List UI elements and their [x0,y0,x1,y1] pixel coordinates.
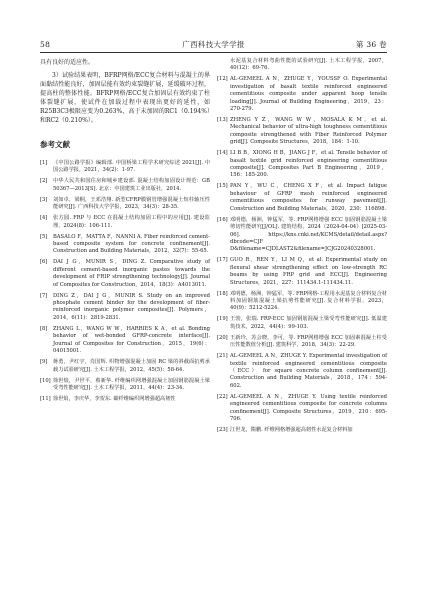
reference-number: [12] [217,76,228,83]
reference-item [217,257,387,287]
reference-text: DAI J G，MUNIR S，DING Z. Comparative study of different cement-based inorganic pastes towards the development of FRIP strengthening technology[J]. Journal of Composites for Construction，2014，18(3)：A4013011. [53,259,210,288]
reference-text: 王勃，张瑞. FRP-ECC 加固钢筋混凝土梁受弯性能研究[J]. 低温建筑技术，2022，44(4)：99-103. [230,316,387,330]
reference-list-left [40,160,210,403]
header-rule [40,52,387,53]
reference-number: [1] [40,160,48,166]
reference-number: [23] [217,427,228,433]
reference-item [217,394,387,424]
reference-text: GUO R，REN Y，LI M Q，et al. Experimental study on flexural shear strengthening effect on low-strength RC beams by using FRP grid and ECC[J]. Engineering Structures，2021，227：111434.1-111434.11. [230,257,387,286]
references-heading: 参考文献 [40,140,70,149]
reference-number: [4] [40,215,48,222]
reference-item [40,359,210,374]
reference-number: [11] [40,395,51,402]
reference-text: BASALO F，MATTA F，NANNI A. Fiber reinforced cement-based composite system for concrete confinement[J]. Construction and Building Materials，2012，32(7)：55-65. [53,233,210,255]
page-header [40,37,387,51]
reference-item [217,58,387,73]
reference-number [217,58,230,73]
reference-number: [13] [217,117,228,124]
reference-number: [7] [40,292,48,299]
reference-text: ZHANG L，WANG W W，HARRIES K A，et al. Bonding behavior of wet-bonded GFRP-concrete interface[J]. Journal of Composites for Construction，2015，19(6)：04015001. [53,325,210,355]
reference-number: [22] [217,393,228,400]
reference-list-right [217,58,387,434]
reference-item [217,427,387,434]
reference-item [217,316,387,331]
reference-number: [3] [40,196,48,203]
reference-text: AL-GEMEEL A N，ZHUGE Y，YOUSSF O. Experimental investigation of basalt textile reinforced engineered cementitious composite under apparent hoop tensile loading[J]. Journal of Building Engineering，2019，23：270-279. [230,76,387,113]
reference-number: [2] [40,178,48,185]
reference-item [40,326,210,356]
reference-item [40,197,210,212]
reference-item [217,335,387,350]
reference-text: 张方圆. FRP 与 ECC 在混凝土结构加固工程中的应用[J]. 建设监理，2024(8)：106-111. [53,215,210,229]
body-paragraph: 具有良好的适应性。 [40,59,95,66]
reference-number: [9] [40,359,48,366]
reference-text: 《中国公路学报》编辑部. 中国桥梁工程学术研究综述 2021[J]. 中国公路学报，2021，34(2)：1-97. [53,160,210,174]
reference-number: [8] [40,325,48,332]
reference-text: 王新玲，苏会晓，李可，等. FRP网格增强 ECC 加固素混凝土柱受压性能数值分析[J]. 建筑科学，2018，34(3)：22-29. [230,334,387,349]
reference-text: AL-GEMEEL A N，ZHUGE Y. Experimental investigation of textile reinforced engineered cementitious composite （ECC） for square concrete column confinement[J]. Construction and Building Materials，2018，174：594-602. [230,353,387,389]
reference-number: [16] [217,216,228,223]
left-column [40,58,210,407]
reference-item [40,259,210,289]
reference-item [40,160,210,175]
reference-text: DING Z，DAI J G，MUNIR S. Study on an improved phosphate cement binder for the development of fiber-reinforced inorganic polymer composites[J]. Polymers，2014，6(11)：2819-2831. [53,292,210,321]
reference-item [40,234,210,256]
reference-item [40,378,210,393]
reference-number: [21] [217,353,228,360]
reference-text: 蒋勇，尹红宇，肖国辉. 织物增强混凝土加固 RC 梁的斜截面抗剪承载力试验研究[J]. 土木工程学报，2012，45(5)：58-64. [53,359,210,373]
reference-number: [10] [40,377,51,384]
body-paragraph: 3）试验结果表明，BFRP网格/ECC复合材料与混凝土的界面黏结性能良好，加固层能有效约束裂缝扩展，延缓破坏过程，提高柱的整体性能。BFRP网格/ECC复合加固层有效约束了柱体裂缝扩展，使试件在加载过程中表现出更好的延性，如R25B3C3极限应变为0.263%，高于未加固的RC1（0.194%）和RC2（0.210%）。 [40,72,210,124]
reference-item [217,183,387,213]
reference-number: [20] [217,334,228,341]
reference-text: 刘如卓，梁桐，王邓浩翔. 新型CFRP膜钢管增强混凝土短柱轴压性能研究[J]. 广西科技大学学报，2023，34(3)：28-35. [53,196,210,211]
reference-item [40,178,210,193]
reference-text: 水泥基复合材料弯曲性能的试验研究[J]. 土木工程学报，2007，40(12)：69-76. [230,58,387,72]
reference-number: [19] [217,316,228,323]
reference-number: [15] [217,183,228,190]
reference-text: 邓明德，杨洲，钟猛军，等. FRP网格-工程用水泥基复合材料复合材料加固钢筋混凝土梁抗剪性能研究[J]. 复合材料学报，2023，40(9)：5212-5224. [230,290,387,312]
reference-text: LI B B，XIONG H B，JIANG J F，et al. Tensile behavior of basalt textile grid reinforced engineering cementitious composite[J]. Composites Part B Engineering，2019，156：185-200. [230,150,387,179]
reference-item [217,217,387,254]
reference-text: 中华人民共和国住房和城乡建设部. 混凝土结构加固设计规范：GB 50367—2013[S]. 北京：中国建筑工业出版社，2014. [53,178,210,192]
reference-item [217,76,387,113]
volume-label: 第 36 卷 [355,39,387,49]
reference-item [217,117,387,147]
reference-number: [14] [217,150,228,157]
reference-item [40,215,210,230]
reference-text: 徐世烺，尹世平，蔡新华. 纤维编织网增强混凝土加固钢筋混凝土梁受弯性能研究[J]. 土木工程学报，2011，44(4)：23-34. [53,377,210,391]
reference-number: [18] [217,290,228,297]
reference-text: 邓明德，杨洲，钟猛军，等. FRP网格增强 ECC 加固钢筋混凝土梁剪切性能研究[J/OL]. 建筑结构，2024（2024-04-04）[2025-03-06]. https://kns.cnki.net/KCMS/detail/detail.aspx?dbcode=CJF D&filename=CJDLAST2&filename=JCJG20240328001. [230,216,387,253]
reference-item [40,293,210,323]
reference-item [40,396,210,403]
right-column [217,58,387,438]
reference-number: [6] [40,259,48,266]
reference-text: ZHENG Y Z，WANG W W，MOSALA K M，et al. Mechanical behavior of ultra-high toughness cementitious composite strengthened with Fiber Reinforced Polymer grid[J]. Composite Structures，2018，184：1-10. [230,117,387,146]
reference-text: PAN Y，WU C，CHENG X F，et al. Impact fatigue behaviour of GFRP mesh reinforced engineered cementitious composites for runway pavement[J]. Construction and Building Materials，2020，230：116898. [230,183,387,212]
reference-item [217,150,387,180]
reference-number: [5] [40,233,48,240]
reference-text: 徐世烺，李庆华，李贺东. 碳纤维编织网增强超高韧性 [53,395,176,402]
reference-item [217,291,387,313]
page-number: 58 [40,39,51,49]
reference-item [217,353,387,390]
reference-number: [17] [217,257,228,264]
reference-text: AL-GEMEEL A N，ZHUGE Y. Using textile reinforced engineered cementitious composite for concrete columns confinement[J]. Composite Structures，2019，210：695-706. [230,393,387,422]
reference-text: 江世龙，隋鹏. 纤维网格增强超高韧性水泥复合材料加 [230,427,353,433]
journal-name: 广西科技大学学报 [182,39,245,49]
